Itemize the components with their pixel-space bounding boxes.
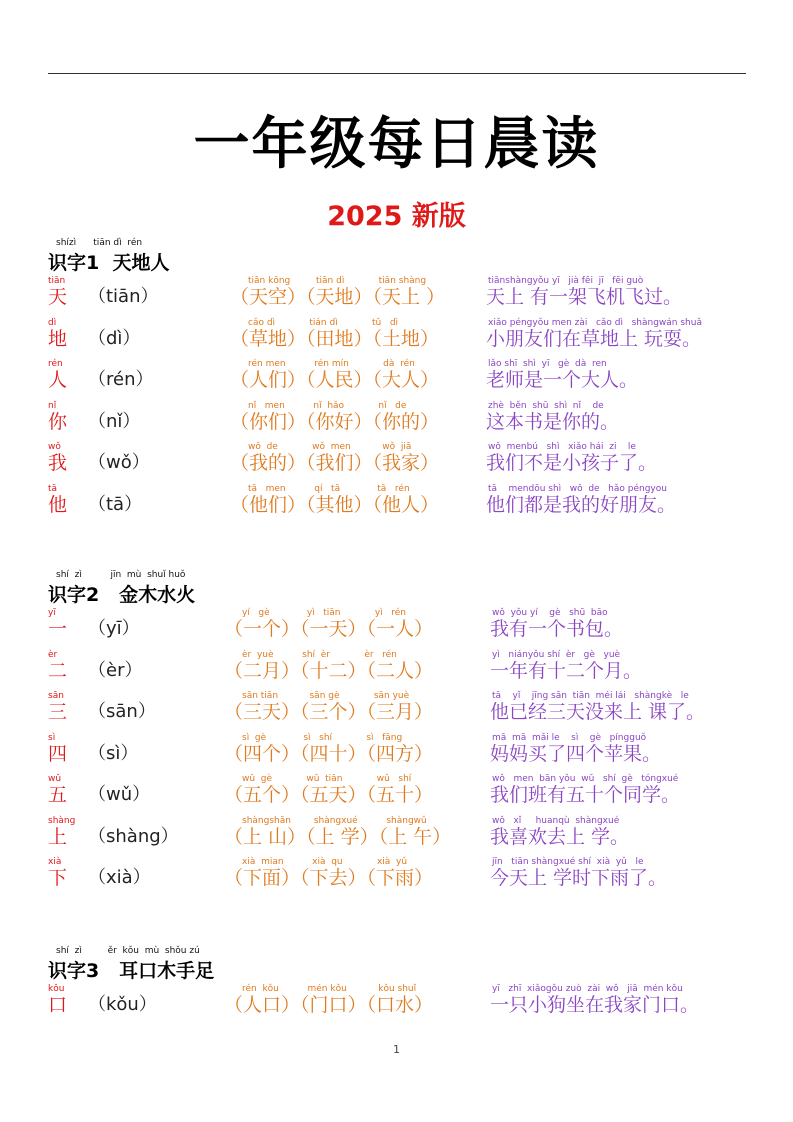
character-pronunciation: （tiān）	[88, 286, 159, 307]
example-words: （人们）（人民）（大人）	[230, 369, 440, 391]
character: 二	[48, 659, 68, 682]
character-row	[48, 608, 748, 650]
character-pinyin: dì	[48, 317, 57, 328]
character: 他	[48, 493, 68, 516]
section-heading-title: 识字3 耳口木手足	[48, 960, 215, 982]
character-pinyin: yī	[48, 608, 56, 618]
sentence-pinyin: yì niányǒu shí èr gè yuè	[492, 649, 621, 660]
character-pronunciation: （wǔ）	[88, 784, 151, 805]
words-pinyin: tā men qí tā tā rén	[248, 483, 410, 494]
example-words: （草地）（田地）（土地）	[230, 327, 440, 350]
sentence-pinyin: wǒ men bān yǒu wǔ shí gè tóngxué	[492, 774, 679, 784]
page-subtitle: 2025 新版	[327, 201, 466, 232]
character: 下	[48, 867, 68, 889]
example-sentence: 一年有十二个月。	[490, 659, 643, 682]
example-sentence: 今天上 学时下雨了。	[490, 867, 668, 889]
character-pinyin: wǔ	[48, 774, 62, 784]
character: 人	[48, 369, 68, 391]
character-row	[48, 984, 748, 1026]
character: 天	[48, 286, 68, 308]
character-pronunciation: （sì）	[88, 742, 139, 764]
character: 口	[48, 994, 68, 1016]
section-1	[48, 238, 748, 525]
character-pinyin: rén	[48, 359, 63, 369]
character-pinyin: wǒ	[48, 442, 61, 452]
sentence-pinyin: wǒ menbú shì xiǎo hái zi le	[488, 442, 636, 452]
character-pronunciation: （xià）	[88, 867, 151, 888]
character: 五	[48, 784, 68, 806]
character-pronunciation: （èr）	[88, 659, 143, 681]
sentence-pinyin: wǒ yǒu yí gè shū bāo	[492, 608, 608, 618]
character-pronunciation: （rén）	[88, 369, 154, 390]
character-pinyin: tā	[48, 483, 58, 494]
page-number: 1	[393, 1043, 400, 1056]
sentence-pinyin: mā mā mǎi le sì gè píngguǒ	[492, 732, 647, 743]
character-pinyin: sān	[48, 691, 64, 701]
words-pinyin: sān tiān sān gè sān yuè	[242, 691, 410, 701]
words-pinyin: èr yuè shí èr èr rén	[242, 649, 397, 660]
character-row	[48, 691, 748, 733]
example-words: （一个）（一天）（一人）	[224, 618, 434, 640]
example-sentence: 我有一个书包。	[490, 618, 624, 640]
example-words: （他们）（其他）（他人）	[230, 493, 440, 516]
example-sentence: 我们不是小孩子了。	[486, 452, 658, 474]
words-pinyin: rén men rén mín dà rén	[248, 359, 415, 369]
character-row	[48, 733, 748, 775]
character-pronunciation: （nǐ）	[88, 410, 141, 432]
example-words: （你们）（你好）（你的）	[230, 410, 440, 433]
sentence-pinyin: yī zhī xiǎogǒu zuò zài wǒ jiā mén kǒu	[492, 984, 683, 994]
character-row	[48, 359, 748, 401]
example-words: （下面）（下去）（下雨）	[224, 867, 434, 889]
words-pinyin: shàngshān shàngxué shàngwǔ	[242, 815, 427, 826]
character-row	[48, 816, 748, 858]
character-pinyin: sì	[48, 732, 56, 743]
example-sentence: 我们班有五十个同学。	[490, 784, 681, 806]
character-row	[48, 401, 748, 443]
sentence-pinyin: wǒ xǐ huanqù shàngxué	[492, 815, 620, 826]
example-words: （二月）（十二）（二人）	[224, 659, 434, 682]
words-pinyin: cǎo dì tián dì tǔ dì	[248, 317, 399, 328]
sentence-pinyin: tiānshàngyǒu yī jià fēi jī fēi guò	[488, 276, 644, 286]
example-words: （天空）（天地）（天上 ）	[230, 286, 446, 308]
sentence-pinyin: jīn tiān shàngxué shí xià yǔ le	[492, 857, 644, 867]
section-heading	[48, 570, 748, 608]
character-row	[48, 774, 748, 816]
character: 一	[48, 618, 68, 640]
character-row	[48, 276, 748, 318]
character-pronunciation: （tā）	[88, 493, 143, 515]
words-pinyin: xià mian xià qu xià yǔ	[242, 857, 408, 867]
character: 我	[48, 452, 68, 474]
example-sentence: 妈妈买了四个苹果。	[490, 742, 662, 765]
section-heading-title: 识字2 金木水火	[48, 584, 196, 606]
example-sentence: 小朋友们在草地上 玩耍。	[486, 327, 702, 350]
section-heading-title: 识字1 天地人	[48, 252, 170, 274]
example-sentence: 一只小狗坐在我家门口。	[490, 994, 700, 1016]
character-pronunciation: （wǒ）	[88, 452, 150, 473]
example-sentence: 老师是一个大人。	[486, 369, 639, 391]
section-heading-pinyin: shí zì ěr kǒu mù shǒu zú	[56, 946, 200, 956]
example-sentence: 天上 有一架飞机飞过。	[486, 286, 683, 308]
character-row	[48, 650, 748, 692]
character-pronunciation: （sān）	[88, 701, 156, 722]
character: 三	[48, 701, 68, 723]
character-pinyin: tiān	[48, 276, 66, 286]
example-sentence: 我喜欢去上 学。	[490, 825, 630, 848]
words-pinyin: wǒ de wǒ men wǒ jiā	[248, 442, 412, 452]
sentence-pinyin: tā mendōu shì wǒ de hǎo péngyou	[488, 483, 667, 494]
section-3	[48, 946, 748, 1026]
character-row	[48, 318, 748, 360]
character: 地	[48, 327, 68, 350]
words-pinyin: rén kǒu mén kǒu kǒu shuǐ	[242, 984, 417, 994]
header-rule	[48, 73, 746, 74]
section-2	[48, 570, 748, 899]
character-pronunciation: （yī）	[88, 618, 140, 639]
section-heading	[48, 238, 748, 276]
character-row	[48, 442, 748, 484]
words-pinyin: yí gè yì tiān yì rén	[242, 608, 406, 618]
words-pinyin: tiān kōng tiān dì tiān shàng	[248, 276, 427, 286]
character-pronunciation: （shàng）	[88, 825, 179, 847]
character-pinyin: xià	[48, 857, 62, 867]
character-pinyin: shàng	[48, 815, 76, 826]
character-pronunciation: （kǒu）	[88, 994, 157, 1015]
sentence-pinyin: tā yǐ jīng sān tiān méi lái shàngkè le	[492, 691, 689, 701]
section-heading-pinyin: shízì tiān dì rén	[56, 238, 143, 248]
example-words: （五个）（五天）（五十）	[224, 784, 434, 806]
example-sentence: 他们都是我的好朋友。	[486, 493, 677, 516]
example-words: （上 山）（上 学）（上 午）	[224, 825, 452, 848]
section-heading	[48, 946, 748, 984]
section-heading-pinyin: shí zì jīn mù shuǐ huǒ	[56, 570, 186, 580]
character-pinyin: kǒu	[48, 984, 65, 994]
example-words: （人口）（门口）（口水）	[224, 994, 434, 1016]
words-pinyin: wǔ gè wǔ tiān wǔ shí	[242, 774, 412, 784]
example-sentence: 这本书是你的。	[486, 410, 620, 433]
character-row	[48, 484, 748, 526]
sentence-pinyin: zhè běn shū shì nǐ de	[488, 400, 604, 411]
words-pinyin: sì gè sì shí sì fāng	[242, 732, 403, 743]
character-pinyin: nǐ	[48, 400, 57, 411]
example-sentence: 他已经三天没来上 课了。	[490, 701, 706, 723]
character-pronunciation: （dì）	[88, 327, 141, 349]
character-pinyin: èr	[48, 649, 58, 660]
example-words: （四个）（四十）（四方）	[224, 742, 434, 765]
example-words: （三天）（三个）（三月）	[224, 701, 434, 723]
character: 上	[48, 825, 68, 848]
character: 四	[48, 742, 68, 765]
character: 你	[48, 410, 68, 433]
sentence-pinyin: xiǎo péngyǒu men zài cǎo dì shàngwán shuǎ	[488, 317, 702, 328]
words-pinyin: nǐ men nǐ hǎo nǐ de	[248, 400, 407, 411]
page-title: 一年级每日晨读	[193, 111, 600, 177]
example-words: （我的）（我们）（我家）	[230, 452, 440, 474]
sentence-pinyin: lǎo shī shì yī gè dà ren	[488, 359, 607, 369]
character-row	[48, 857, 748, 899]
